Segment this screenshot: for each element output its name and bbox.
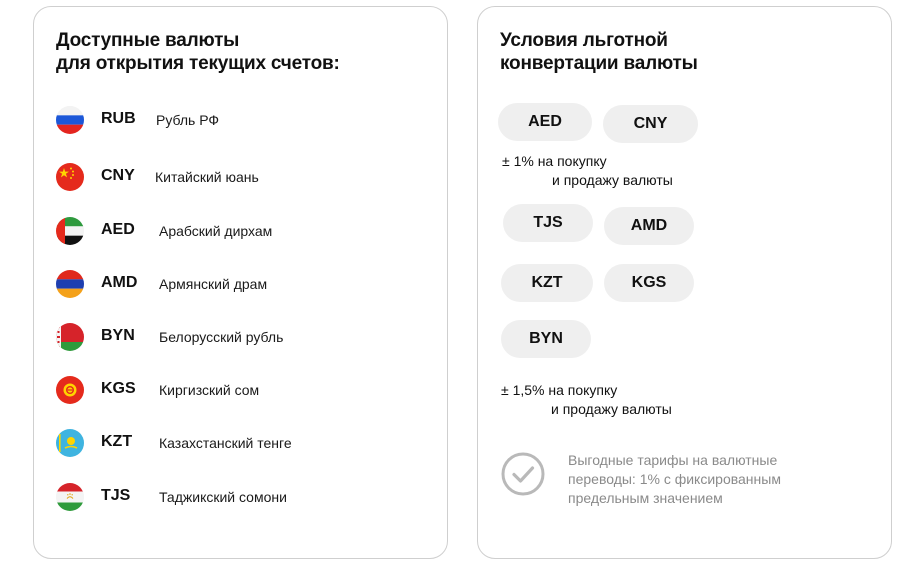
kazakhstan-flag-icon: [56, 429, 84, 457]
currency-name: Рубль РФ: [156, 112, 220, 128]
armenia-flag-icon: [56, 270, 84, 298]
currency-row-kzt: [56, 429, 292, 457]
currency-name: Казахстанский тенге: [159, 435, 292, 451]
currency-row-byn: [56, 323, 284, 351]
kyrgyzstan-flag-icon: [56, 376, 84, 404]
currency-name: Арабский дирхам: [159, 223, 273, 239]
currency-row-kgs: [56, 376, 260, 404]
currency-row-cny: [56, 163, 259, 191]
currency-pill-cny: CNY: [603, 105, 698, 143]
currency-row-rub: [56, 106, 220, 134]
belarus-flag-icon: [56, 323, 84, 351]
currency-row-tjs: [56, 483, 287, 511]
currency-row-amd: [56, 270, 268, 298]
currency-name: Таджикский сомони: [159, 489, 287, 505]
currency-code: AED: [101, 221, 135, 238]
rate-note-2: ± 1,5% на покупку и продажу валюты: [501, 382, 672, 417]
currency-pill-aed: AED: [498, 103, 592, 141]
currency-name: Армянский драм: [159, 276, 268, 292]
currency-code: RUB: [101, 110, 136, 127]
check-circle-icon: [500, 451, 546, 497]
currency-pill-byn: BYN: [501, 320, 591, 358]
tajikistan-flag-icon: [56, 483, 84, 511]
currency-name: Китайский юань: [155, 169, 259, 185]
benefit-text: Выгодные тарифы на валютные переводы: 1% с фиксированным предельным значением: [568, 452, 781, 506]
currency-code: TJS: [101, 487, 131, 504]
currency-row-aed: [56, 217, 273, 245]
currency-code: KGS: [101, 380, 136, 397]
currency-code: CNY: [101, 167, 135, 184]
currency-pill-tjs: TJS: [503, 204, 593, 242]
currency-name: Киргизский сом: [159, 382, 260, 398]
available-currencies-title: Доступные валюты для открытия текущих счетов:: [56, 30, 340, 74]
currency-code: AMD: [101, 274, 138, 291]
china-flag-icon: [56, 163, 84, 191]
rate-note-1: ± 1% на покупку и продажу валюты: [502, 153, 673, 188]
uae-flag-icon: [56, 217, 84, 245]
currency-pill-kzt: KZT: [501, 264, 593, 302]
currency-pill-amd: AMD: [604, 207, 694, 245]
currency-code: KZT: [101, 433, 133, 450]
available-currencies-card: [33, 6, 448, 559]
preferential-conversion-title: Условия льготной конвертации валюты: [500, 30, 698, 74]
currency-name: Белорусский рубль: [159, 329, 284, 345]
preferential-conversion-card: [477, 6, 892, 559]
currency-code: BYN: [101, 327, 135, 344]
currency-pill-kgs: KGS: [604, 264, 694, 302]
benefit-block: [500, 451, 781, 506]
russia-flag-icon: [56, 106, 84, 134]
